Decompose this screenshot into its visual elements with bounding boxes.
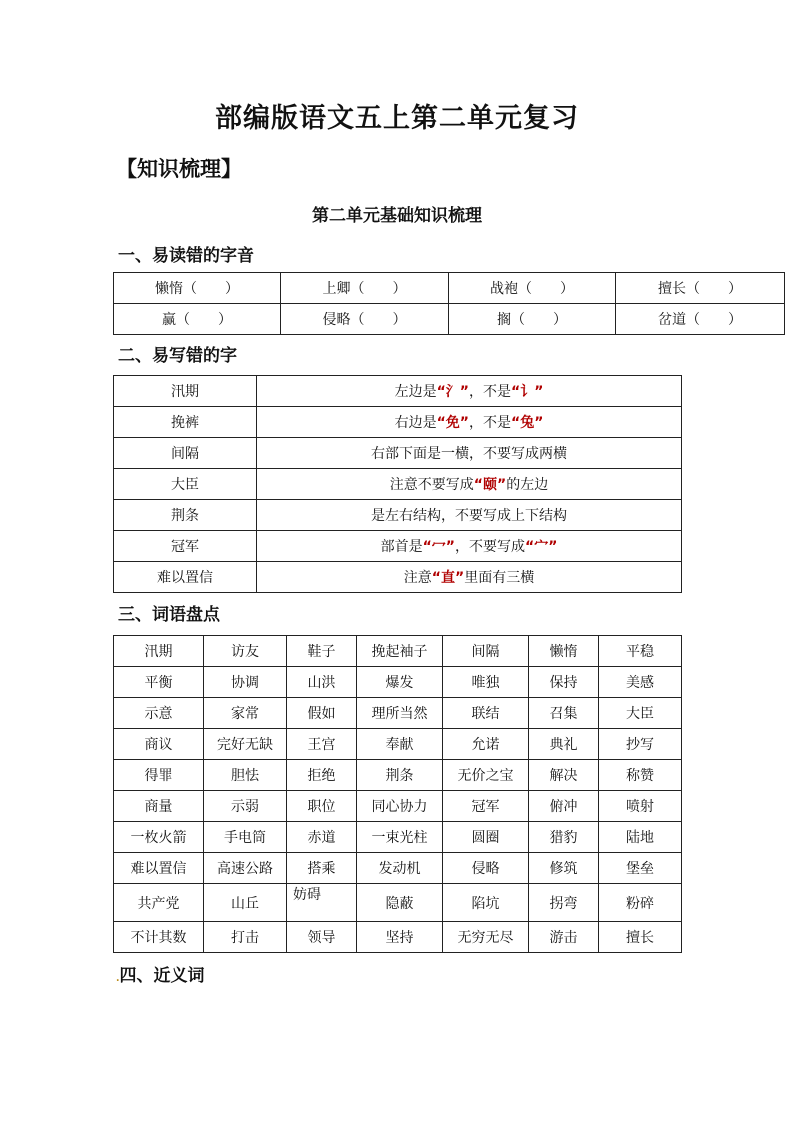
vocab-cell: 奉献 [357, 729, 443, 760]
table-row [114, 304, 785, 335]
word-cell: 大臣 [114, 469, 257, 500]
page-title: 部编版语文五上第二单元复习 [215, 103, 579, 134]
note-cell [257, 562, 682, 593]
table-row [114, 922, 682, 953]
table-row [114, 760, 682, 791]
table-row [114, 407, 682, 438]
table-row [114, 636, 682, 667]
vocab-cell: 侵略 [443, 853, 529, 884]
writing-table [113, 375, 682, 593]
vocab-cell: 家常 [204, 698, 287, 729]
note-text: 的左边 [506, 477, 549, 493]
table-row [114, 884, 682, 922]
vocab-cell: 协调 [204, 667, 287, 698]
table-row [114, 822, 682, 853]
note-cell [257, 376, 682, 407]
vocab-cell: 平稳 [599, 636, 682, 667]
vocab-cell: 隐蔽 [357, 884, 443, 922]
vocab-cell: 保持 [529, 667, 599, 698]
vocab-cell: 无价之宝 [443, 760, 529, 791]
table-cell: 搁（ ） [449, 304, 616, 335]
note-text: 是左右结构，不要写成上下结构 [371, 508, 567, 524]
vocab-cell: 领导 [287, 922, 357, 953]
vocab-cell: 示弱 [204, 791, 287, 822]
vocab-cell: 共产党 [114, 884, 204, 922]
note-text: ，不是 [469, 415, 511, 431]
vocab-cell: 陆地 [599, 822, 682, 853]
highlight-char: “直” [431, 570, 465, 586]
vocab-cell: 职位 [287, 791, 357, 822]
vocab-cell: 难以置信 [114, 853, 204, 884]
table-row [114, 438, 682, 469]
vocab-cell: 搭乘 [287, 853, 357, 884]
vocab-cell: 坚持 [357, 922, 443, 953]
heading-vocabulary: 三、词语盘点 [118, 605, 220, 625]
note-text: 注意不要写成 [389, 477, 474, 493]
vocab-cell: 无穷无尽 [443, 922, 529, 953]
vocab-cell: 汛期 [114, 636, 204, 667]
table-cell: 擅长（ ） [616, 273, 785, 304]
table-row [114, 729, 682, 760]
vocab-cell: 大臣 [599, 698, 682, 729]
vocab-cell: 唯独 [443, 667, 529, 698]
vocab-cell: 挽起袖子 [357, 636, 443, 667]
pronunciation-table [113, 272, 785, 335]
note-text: ，不要写成 [455, 539, 525, 555]
vocab-cell: 陷坑 [443, 884, 529, 922]
note-text: 右部下面是一横，不要写成两横 [371, 446, 567, 462]
vocab-cell: 间隔 [443, 636, 529, 667]
note-cell [257, 469, 682, 500]
table-row [114, 853, 682, 884]
vocab-cell: 拒绝 [287, 760, 357, 791]
table-cell: 赢（ ） [114, 304, 281, 335]
bullet-dot-icon: . [116, 973, 120, 984]
vocab-cell: 召集 [529, 698, 599, 729]
table-row [114, 500, 682, 531]
vocabulary-table [113, 635, 682, 953]
table-cell: 上卿（ ） [281, 273, 449, 304]
subtitle: 第二单元基础知识梳理 [312, 206, 482, 226]
vocab-cell: 商量 [114, 791, 204, 822]
vocab-cell: 懒惰 [529, 636, 599, 667]
heading-writing: 二、易写错的字 [118, 346, 237, 366]
vocab-cell: 堡垒 [599, 853, 682, 884]
vocab-cell: 联结 [443, 698, 529, 729]
vocab-cell: 完好无缺 [204, 729, 287, 760]
vocab-cell: 爆发 [357, 667, 443, 698]
vocab-cell: 赤道 [287, 822, 357, 853]
note-cell [257, 500, 682, 531]
vocab-cell: 山丘 [204, 884, 287, 922]
vocab-cell: 荆条 [357, 760, 443, 791]
vocab-cell: 商议 [114, 729, 204, 760]
note-text: 里面有三横 [464, 570, 535, 586]
vocab-cell: 山洪 [287, 667, 357, 698]
highlight-char: “冖” [422, 539, 455, 555]
vocab-cell: 称赞 [599, 760, 682, 791]
note-text: 右边是 [394, 415, 437, 431]
highlight-char: “兔” [511, 415, 544, 431]
heading-synonyms [116, 961, 204, 986]
vocab-cell: 胆怯 [204, 760, 287, 791]
vocab-cell: 平衡 [114, 667, 204, 698]
vocab-cell: 修筑 [529, 853, 599, 884]
table-row [114, 531, 682, 562]
vocab-cell: 拐弯 [529, 884, 599, 922]
word-cell: 间隔 [114, 438, 257, 469]
note-text: 注意 [403, 570, 432, 586]
highlight-char: “免” [436, 415, 469, 431]
table-row [114, 667, 682, 698]
table-row [114, 698, 682, 729]
vocab-cell: 王宫 [287, 729, 357, 760]
highlight-char: “颐” [473, 477, 507, 493]
vocab-cell: 冠军 [443, 791, 529, 822]
vocab-cell: 允诺 [443, 729, 529, 760]
vocab-cell: 得罪 [114, 760, 204, 791]
vocab-cell: 发动机 [357, 853, 443, 884]
word-cell: 荆条 [114, 500, 257, 531]
vocab-cell: 抄写 [599, 729, 682, 760]
heading-pronunciation: 一、易读错的字音 [118, 246, 254, 266]
word-cell: 挽裤 [114, 407, 257, 438]
vocab-cell: 擅长 [599, 922, 682, 953]
vocab-cell: 同心协力 [357, 791, 443, 822]
vocab-cell: 理所当然 [357, 698, 443, 729]
vocab-cell: 典礼 [529, 729, 599, 760]
note-cell [257, 407, 682, 438]
highlight-char: “氵” [436, 384, 469, 400]
table-row [114, 791, 682, 822]
word-cell: 冠军 [114, 531, 257, 562]
table-row [114, 562, 682, 593]
note-text: 部首是 [380, 539, 423, 555]
vocab-cell: 不计其数 [114, 922, 204, 953]
note-cell [257, 531, 682, 562]
vocab-cell: 解决 [529, 760, 599, 791]
table-row [114, 469, 682, 500]
table-cell: 侵略（ ） [281, 304, 449, 335]
vocab-cell: 妨碍 [287, 884, 357, 922]
note-text: 左边是 [394, 384, 437, 400]
vocab-cell: 打击 [204, 922, 287, 953]
highlight-char: “讠” [511, 384, 544, 400]
heading-synonyms-label: 四、近义词 [119, 966, 205, 986]
vocab-cell: 俯冲 [529, 791, 599, 822]
note-cell [257, 438, 682, 469]
highlight-char: “宀” [525, 539, 558, 555]
table-cell: 懒惰（ ） [114, 273, 281, 304]
vocab-cell: 圆圈 [443, 822, 529, 853]
vocab-cell: 美感 [599, 667, 682, 698]
table-row [114, 376, 682, 407]
note-text: ，不是 [469, 384, 511, 400]
word-cell: 汛期 [114, 376, 257, 407]
vocab-cell: 一束光柱 [357, 822, 443, 853]
vocab-cell: 游击 [529, 922, 599, 953]
vocab-cell: 猎豹 [529, 822, 599, 853]
vocab-cell: 一枚火箭 [114, 822, 204, 853]
vocab-cell: 假如 [287, 698, 357, 729]
vocab-cell: 手电筒 [204, 822, 287, 853]
table-cell: 战袍（ ） [449, 273, 616, 304]
vocab-cell: 粉碎 [599, 884, 682, 922]
word-cell: 难以置信 [114, 562, 257, 593]
vocab-cell: 高速公路 [204, 853, 287, 884]
vocab-cell: 示意 [114, 698, 204, 729]
table-cell: 岔道（ ） [616, 304, 785, 335]
section-heading: 【知识梳理】 [116, 156, 242, 181]
vocab-cell: 鞋子 [287, 636, 357, 667]
vocab-cell: 访友 [204, 636, 287, 667]
vocab-cell: 喷射 [599, 791, 682, 822]
table-row [114, 273, 785, 304]
